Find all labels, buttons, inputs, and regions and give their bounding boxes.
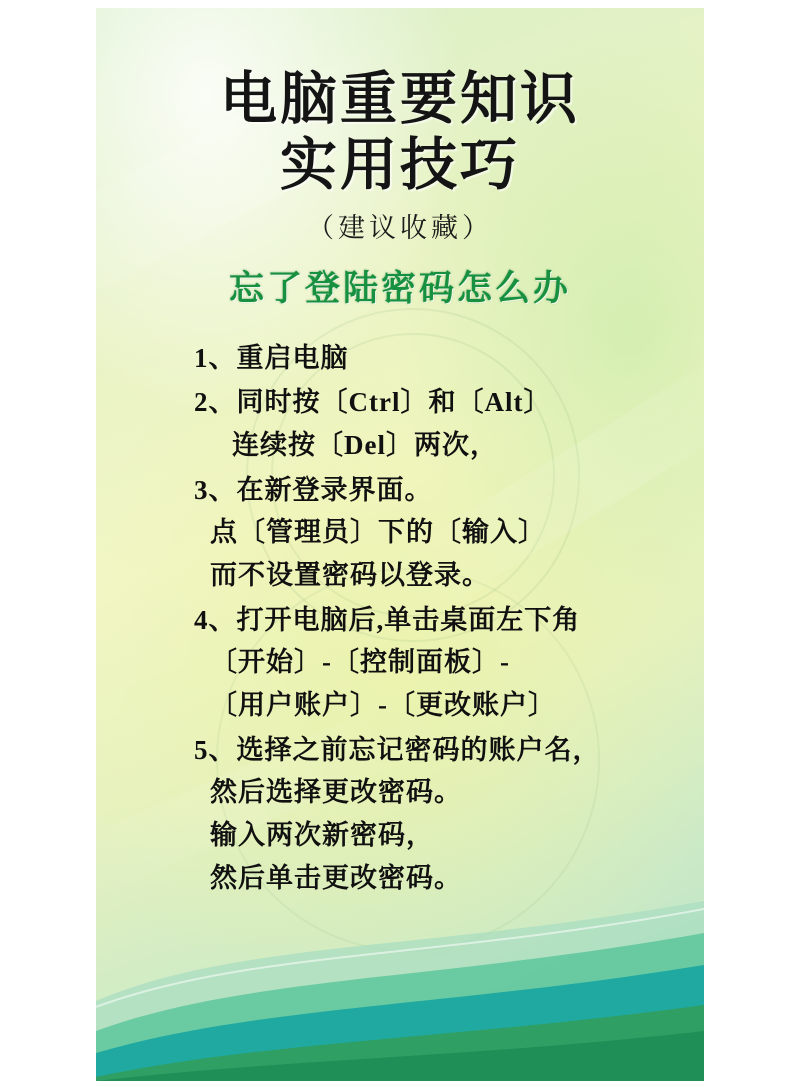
step-line: 点〔管理员〕下的〔输入〕 xyxy=(210,517,546,548)
page-title-line1: 电脑重要知识 xyxy=(220,68,580,131)
step-line: 然后选择更改密码。 xyxy=(210,777,462,808)
step-line: 2、同时按〔Ctrl〕和〔Alt〕 xyxy=(194,387,552,418)
page-title-line2: 实用技巧 xyxy=(280,133,520,197)
step-line: 然后单击更改密码。 xyxy=(210,862,462,893)
page-subtitle: 忘了登陆密码怎么办 xyxy=(228,268,571,308)
poster-card xyxy=(96,8,704,1081)
step-line: 输入两次新密码， xyxy=(210,819,434,850)
step-line: 〔用户账户〕-〔更改账户〕 xyxy=(210,689,556,720)
bottom-wave-decoration xyxy=(96,881,704,1081)
step-line: 〔开始〕-〔控制面板〕- xyxy=(210,647,510,678)
list-item xyxy=(124,469,676,597)
step-line: 连续按〔Del〕两次， xyxy=(232,429,498,460)
step-line: 5、选择之前忘记密码的账户名， xyxy=(194,734,601,765)
list-item xyxy=(124,729,676,900)
page-title-note: （建议收藏） xyxy=(307,212,493,243)
list-item xyxy=(124,599,676,727)
step-line: 而不设置密码以登录。 xyxy=(210,559,490,590)
step-line: 4、打开电脑后,单击桌面左下角 xyxy=(194,604,581,635)
step-line: 1、重启电脑 xyxy=(194,342,349,373)
step-line: 3、在新登录界面。 xyxy=(194,474,433,505)
steps-list xyxy=(124,337,676,900)
poster-content xyxy=(96,8,704,899)
list-item xyxy=(124,337,676,380)
list-item xyxy=(124,381,676,466)
